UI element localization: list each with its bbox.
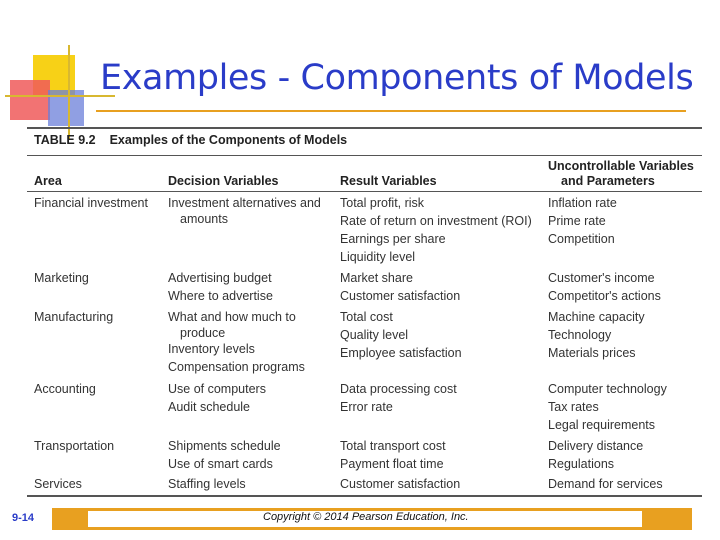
cell-line: What and how much to [168,310,296,324]
cell-line: Quality level [340,328,409,342]
table-row-uncontrollable [548,194,617,248]
cell-line: produce [180,326,226,340]
cell-line: Payment float time [340,457,444,471]
table-row-uncontrollable [548,269,661,305]
table-row-area: Transportation [34,439,115,453]
table-row-uncontrollable [548,308,645,362]
table-row-area: Manufacturing [34,310,114,324]
column-header-uncontrollable-line-2: and Parameters [561,174,655,188]
decorative-red-square [10,80,50,120]
cell-line: Compensation programs [168,360,305,374]
cell-line: Total profit, risk [340,196,425,210]
table-row-area: Marketing [34,271,89,285]
table-row-result [340,308,462,362]
components-table [27,127,702,498]
cell-line: Competitor's actions [548,289,661,303]
table-row-area: Accounting [34,382,96,396]
table-row-uncontrollable [548,380,667,434]
cell-line: Machine capacity [548,310,645,324]
cell-line: Legal requirements [548,418,656,432]
cell-line: Regulations [548,457,615,471]
decorative-vertical-line [68,45,70,140]
cell-line: Materials prices [548,346,636,360]
cell-line: Inflation rate [548,196,617,210]
cell-line: Investment alternatives and [168,196,321,210]
table-bottom-rule [27,495,702,497]
table-row-result [340,269,460,305]
cell-line: Data processing cost [340,382,457,396]
cell-line: Use of smart cards [168,457,273,471]
cell-line: Customer satisfaction [340,477,461,491]
cell-line: amounts [180,212,228,226]
cell-line: Advertising budget [168,271,272,285]
column-header-uncontrollable-variables [548,159,694,189]
table-row-area: Financial investment [34,196,148,210]
cell-line: Market share [340,271,413,285]
cell-line: Customer satisfaction [340,289,461,303]
table-row-result [340,380,457,416]
slide-title: Examples - Components of Models [100,58,694,98]
cell-line: Computer technology [548,382,667,396]
table-caption-text: Examples of the Components of Models [109,133,348,147]
cell-line: Inventory levels [168,342,255,356]
table-row-result [340,194,532,266]
cell-line: Competition [548,232,615,246]
column-header-uncontrollable-line-1: Uncontrollable Variables [548,159,694,173]
cell-line: Staffing levels [168,477,246,491]
cell-line: Delivery distance [548,439,644,453]
cell-line: Earnings per share [340,232,446,246]
table-caption-number: TABLE 9.2 [34,133,96,147]
table-row-uncontrollable [548,475,663,493]
cell-line: Demand for services [548,477,663,491]
table-row-uncontrollable [548,437,643,473]
cell-line: Shipments schedule [168,439,281,453]
table-row-decision [168,194,321,226]
decorative-horizontal-line [5,95,115,97]
table-row-decision [168,475,246,493]
cell-line: Prime rate [548,214,606,228]
cell-line: Technology [548,328,612,342]
page-number: 9-14 [12,512,35,524]
cell-line: Tax rates [548,400,599,414]
column-header-decision-variables: Decision Variables [168,174,279,188]
cell-line: Total transport cost [340,439,446,453]
cell-line: Where to advertise [168,289,273,303]
table-top-rule [27,127,702,129]
column-header-area: Area [34,174,62,188]
table-row-decision [168,380,266,416]
table-row-area: Services [34,477,82,491]
cell-line: Audit schedule [168,400,251,414]
cell-line: Liquidity level [340,250,416,264]
table-caption [34,133,347,147]
table-header-rule [27,191,702,192]
table-row-decision [168,308,305,376]
table-row-decision [168,269,273,305]
cell-line: Use of computers [168,382,266,396]
table-row-decision [168,437,281,473]
cell-line: Total cost [340,310,393,324]
table-row-result [340,475,460,493]
table-row-result [340,437,446,473]
cell-line: Employee satisfaction [340,346,462,360]
cell-line: Customer's income [548,271,655,285]
table-caption-rule [27,155,702,156]
title-underline [96,110,686,112]
cell-line: Rate of return on investment (ROI) [340,214,532,228]
column-header-result-variables: Result Variables [340,174,437,188]
copyright-notice: Copyright © 2014 Pearson Education, Inc. [263,511,469,523]
cell-line: Error rate [340,400,393,414]
